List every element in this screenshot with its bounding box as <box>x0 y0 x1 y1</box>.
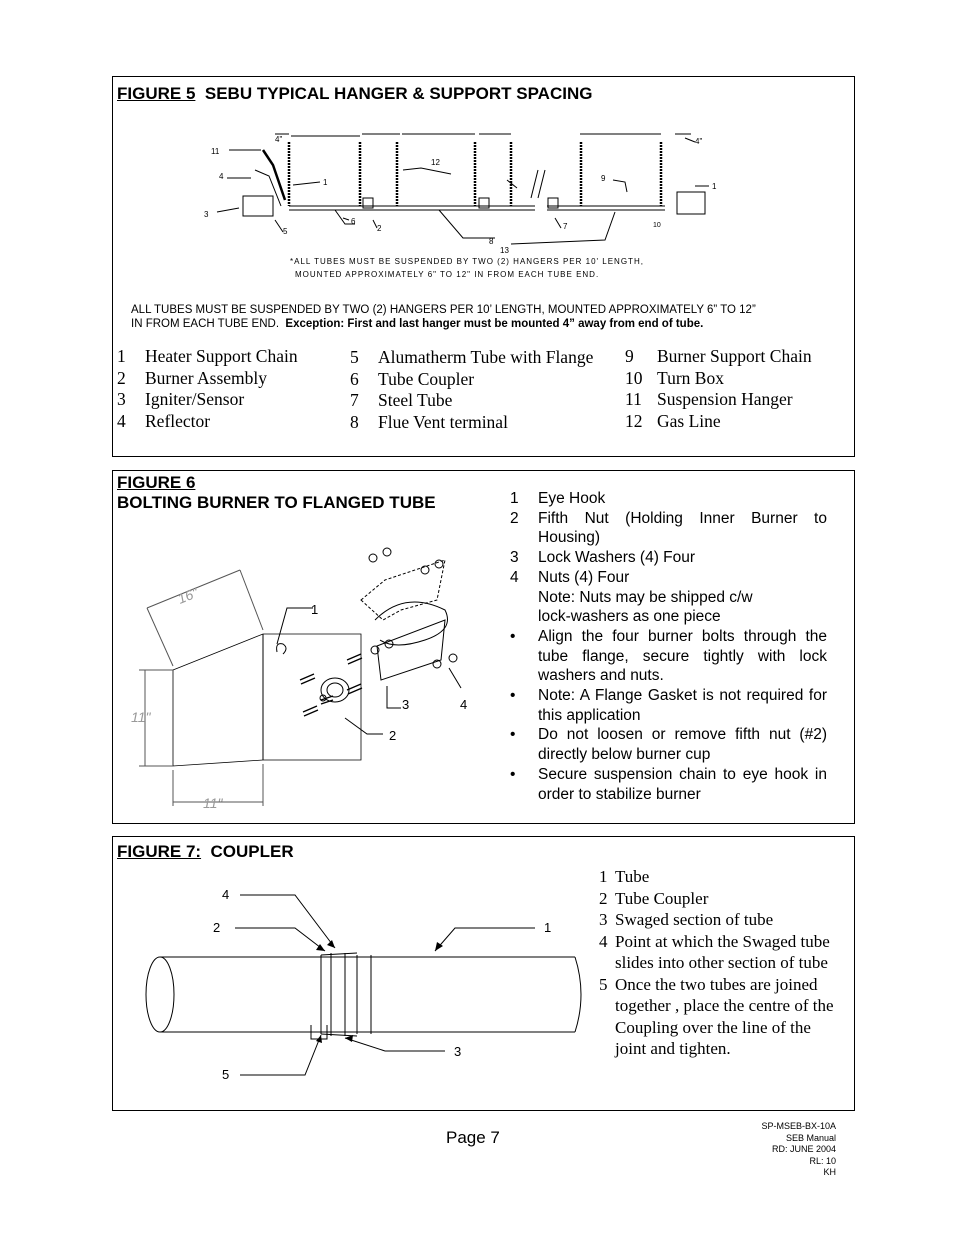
legend-num: 11 <box>625 389 642 409</box>
list-item: 4 Nuts (4) Four <box>510 568 630 586</box>
list-item: • Secure suspension chain to eye hook in order to stabilize burner <box>510 765 827 803</box>
figure5-callout-12: 12 <box>431 158 440 167</box>
figure5-diagram-note-2: MOUNTED APPROXIMATELY 6" TO 12" IN FROM EACH TUBE END. <box>295 270 600 279</box>
figure5-callout-2: 2 <box>377 224 382 233</box>
figure7-callout-1: 1 <box>544 920 552 935</box>
figure5-note-line1: ALL TUBES MUST BE SUSPENDED BY TWO (2) HANGERS PER 10’ LENGTH, MOUNTED APPROXIMATELY 6” TO 12” <box>131 304 756 316</box>
legend-num: 3 <box>117 389 126 409</box>
list-item: 3 Lock Washers (4) Four <box>510 549 696 567</box>
legend-label: Gas Line <box>657 410 721 431</box>
figure6-label: FIGURE 6 <box>117 473 196 492</box>
figure5-callout-13: 13 <box>500 246 509 255</box>
figure6-dim-11-horizontal: 11" <box>203 795 223 811</box>
figure7-label: FIGURE 7: <box>117 842 202 861</box>
figure5-callout-3: 3 <box>204 210 209 219</box>
figure5-note-exception: Exception: First and last hanger must be mounted 4” away from end of tube. <box>285 318 704 330</box>
legend-label: Igniter/Sensor <box>145 389 245 409</box>
figure5-callout-1: 1 <box>323 178 328 187</box>
figure6-dim-11-vertical: 11" <box>131 709 151 725</box>
figure5-callout-9: 9 <box>601 174 606 183</box>
legend-num: 7 <box>350 390 359 410</box>
figure5-callout-6: 6 <box>351 217 356 226</box>
legend-label: Turn Box <box>657 367 724 388</box>
figure6-callout-4: 4 <box>460 697 468 712</box>
figure5-dim-4in-right: 4" <box>695 137 703 146</box>
legend-label: Burner Assembly <box>145 367 268 388</box>
legend-label: Alumatherm Tube with Flange <box>378 347 594 367</box>
legend-num: 12 <box>625 410 643 431</box>
figure6-diagram <box>125 540 495 815</box>
legend-label: Suspension Hanger <box>657 389 793 409</box>
legend-num: 4 <box>117 410 126 431</box>
figure7-callout-3: 3 <box>454 1044 462 1059</box>
figure5-legend-col2 <box>350 347 593 433</box>
figure6-callout-1: 1 <box>311 602 319 617</box>
figure7-callout-2: 2 <box>213 920 221 935</box>
list-item: 5 Once the two tubes are joined together , place the centre of the Coupling over the line of the joint and tighten. <box>599 974 834 1058</box>
figure6-dim-16: 16" <box>175 584 201 607</box>
legend-num: 1 <box>117 346 126 366</box>
figure5-note <box>131 303 756 331</box>
figure5-note-line2: IN FROM EACH TUBE END. <box>131 318 280 330</box>
figure5-callout-11: 11 <box>211 147 220 156</box>
figure5-dim-4in-left: 4" <box>275 135 283 144</box>
legend-num: 10 <box>625 367 643 388</box>
legend-num: 5 <box>350 347 359 367</box>
list-item: • Do not loosen or remove fifth nut (#2) directly below burner cup <box>510 726 827 764</box>
figure6-list <box>510 489 827 804</box>
figure5-callout-5: 5 <box>283 227 288 236</box>
legend-label: Tube Coupler <box>378 368 475 389</box>
figure7-callout-4: 4 <box>222 887 230 902</box>
figure6-title-text: BOLTING BURNER TO FLANGED TUBE <box>117 493 436 512</box>
figure6-callout-2: 2 <box>389 728 397 743</box>
figure5-callout-10: 10 <box>653 222 661 229</box>
figure5-diagram-note-1: *ALL TUBES MUST BE SUSPENDED BY TWO (2) HANGERS PER 10' LENGTH, <box>290 257 644 266</box>
figure5-legend-col3 <box>625 346 812 432</box>
figure6-title <box>117 473 436 513</box>
figure5-callout-7: 7 <box>563 222 568 231</box>
list-item: Note: Nuts may be shipped c/w lock-washers as one piece <box>538 588 753 626</box>
figure7-callout-5: 5 <box>222 1067 230 1082</box>
figure5-callout-1b: 1 <box>712 182 717 191</box>
legend-label: Flue Vent terminal <box>378 411 508 432</box>
figure5-callout-4: 4 <box>219 172 224 181</box>
figure6-callout-3: 3 <box>402 697 410 712</box>
list-item: 3 Swaged section of tube <box>599 910 774 929</box>
legend-label: Reflector <box>145 410 211 431</box>
legend-num: 2 <box>117 367 126 388</box>
list-item: 2 Tube Coupler <box>599 888 709 908</box>
figure5-label: FIGURE 5 <box>117 84 196 103</box>
list-item: 1 Tube <box>599 867 650 886</box>
figure5-diagram <box>195 120 735 285</box>
list-item: 1 Eye Hook <box>510 490 606 507</box>
figure7-list <box>599 866 844 1060</box>
list-item: • Note: A Flange Gasket is not required for this application <box>510 687 827 724</box>
list-item: 2 Fifth Nut (Holding Inner Burner to Housing) <box>510 509 827 547</box>
figure5-legend-col1 <box>117 346 298 432</box>
legend-num: 8 <box>350 411 359 432</box>
figure5-title <box>117 84 592 104</box>
legend-num: 6 <box>350 368 359 389</box>
legend-label: Burner Support Chain <box>657 346 812 366</box>
figure7-title-text: COUPLER <box>210 842 294 861</box>
figure7-title <box>117 842 294 862</box>
figure7-diagram <box>125 875 595 1090</box>
legend-label: Steel Tube <box>378 390 453 410</box>
figure5-callout-8: 8 <box>489 237 494 246</box>
list-item: 4 Point at which the Swaged tube slides into other section of tube <box>599 931 830 972</box>
page-number: Page 7 <box>446 1128 500 1147</box>
figure5-title-text: SEBU TYPICAL HANGER & SUPPORT SPACING <box>204 84 593 103</box>
list-item: • Align the four burner bolts through the tube flange, secure tightly with lock washers and nuts. <box>510 627 827 685</box>
legend-num: 9 <box>625 346 634 366</box>
document-id: SP-MSEB-BX-10A SEB Manual RD: JUNE 2004 RL: 10 KH <box>761 1121 836 1177</box>
legend-label: Heater Support Chain <box>145 346 298 366</box>
